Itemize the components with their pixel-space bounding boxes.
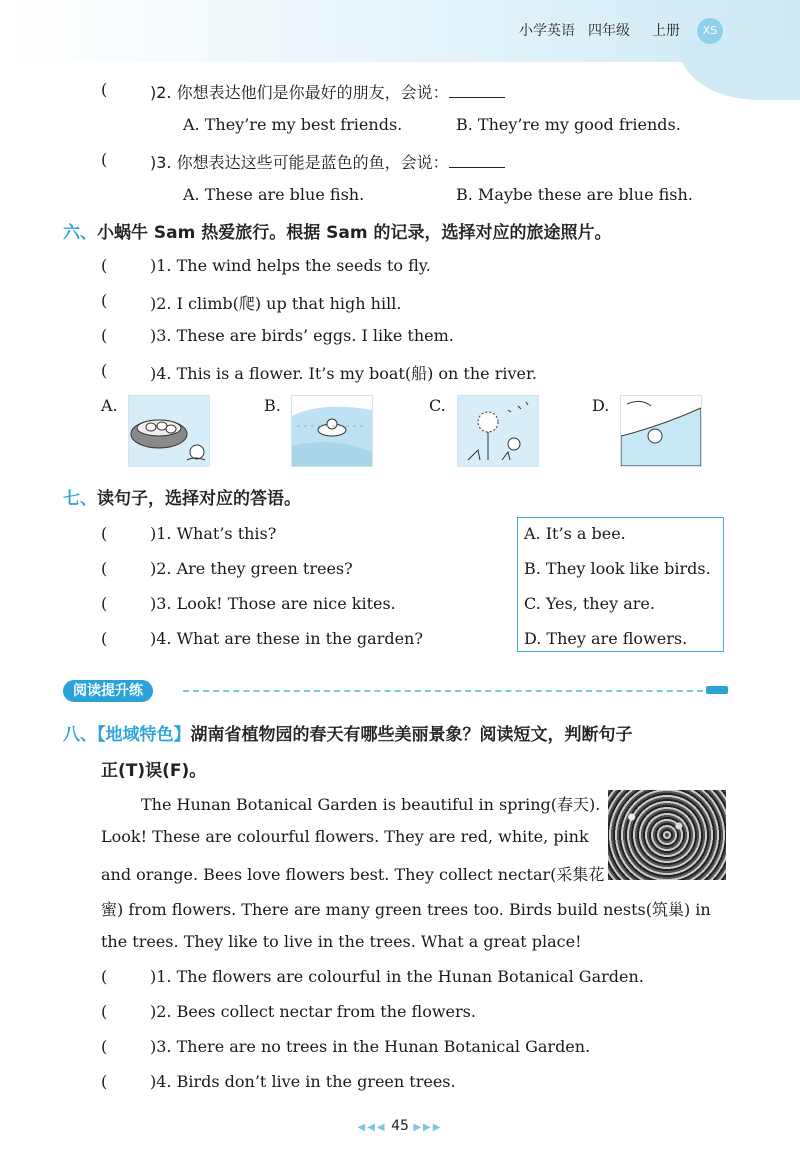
- question-text: 3. 你想表达这些可能是蓝色的鱼，会说：: [156, 153, 449, 172]
- answer-option-b: B. They look like birds.: [524, 559, 711, 578]
- right-arrows-icon: ▶▶▶: [413, 1122, 443, 1133]
- answer-paren[interactable]: (: [101, 1072, 108, 1091]
- passage-line-1: The Hunan Botanical Garden is beautiful in spring(春天).: [141, 795, 601, 814]
- answer-option-d: D. They are flowers.: [524, 629, 688, 648]
- question-6-1: )1. The wind helps the seeds to fly.: [150, 256, 431, 275]
- section-title-text: 读句子，选择对应的答语。: [97, 489, 301, 509]
- close-paren: ): [150, 83, 157, 102]
- picture-option-b-label: B.: [264, 396, 281, 415]
- close-paren: ): [150, 153, 157, 172]
- section-title-text: 小蜗牛 Sam 热爱旅行。根据 Sam 的记录，选择对应的旅途照片。: [97, 223, 612, 243]
- dandelion-icon: [457, 395, 539, 467]
- answer-paren[interactable]: (: [101, 1002, 108, 1021]
- answer-blank[interactable]: [449, 153, 505, 168]
- answer-paren[interactable]: (: [101, 291, 108, 310]
- nest-with-eggs-icon: [128, 395, 210, 467]
- picture-option-d-label: D.: [592, 396, 610, 415]
- answer-option-c: C. Yes, they are.: [524, 594, 655, 613]
- question-8-2: )2. Bees collect nectar from the flowers.: [150, 1002, 476, 1021]
- picture-option-c-label: C.: [429, 396, 446, 415]
- answer-paren[interactable]: (: [101, 594, 108, 613]
- reading-section-bar: [63, 680, 728, 702]
- pencil-icon: [706, 686, 728, 694]
- option-5-3-a: A. These are blue fish.: [183, 185, 365, 204]
- section-number: 七、: [63, 489, 97, 509]
- flower-boat-river-icon: [291, 395, 373, 467]
- question-7-2: )2. Are they green trees?: [150, 559, 353, 578]
- section-7-title: [63, 484, 301, 509]
- option-5-3-b: B. Maybe these are blue fish.: [456, 185, 693, 204]
- answer-option-a: A. It’s a bee.: [524, 524, 626, 543]
- passage-line-3: and orange. Bees love flowers best. They collect nectar(采集花: [101, 865, 605, 884]
- answer-paren[interactable]: (: [101, 1037, 108, 1056]
- section-tag: 【地域特色】: [97, 725, 191, 745]
- answer-paren[interactable]: (: [101, 967, 108, 986]
- question-5-3: [150, 150, 505, 173]
- answer-paren[interactable]: (: [101, 629, 108, 648]
- tulip-garden-photo: [608, 790, 726, 880]
- page-number: [0, 1118, 800, 1134]
- question-7-3: )3. Look! Those are nice kites.: [150, 594, 396, 613]
- answer-paren: (: [101, 80, 108, 99]
- section-8-title: [63, 720, 633, 745]
- answer-paren: (: [101, 150, 108, 169]
- question-8-4: )4. Birds don’t live in the green trees.: [150, 1072, 456, 1091]
- left-arrows-icon: ◀◀◀: [357, 1122, 387, 1133]
- question-7-1: )1. What’s this?: [150, 524, 277, 543]
- question-6-3: )3. These are birds’ eggs. I like them.: [150, 326, 454, 345]
- question-6-4: )4. This is a flower. It’s my boat(船) on the river.: [150, 364, 537, 383]
- header-volume: 上册: [652, 23, 680, 39]
- section-6-title: [63, 218, 612, 243]
- dashed-divider: [183, 690, 713, 692]
- answer-paren[interactable]: (: [101, 256, 108, 275]
- section-number: 六、: [63, 223, 97, 243]
- section-8-title-line2: 正(T)误(F)。: [101, 761, 207, 781]
- section-number: 八、: [63, 725, 97, 745]
- header-wave-decoration: [680, 40, 800, 100]
- question-8-3: )3. There are no trees in the Hunan Botanical Garden.: [150, 1037, 591, 1056]
- answer-blank[interactable]: [449, 83, 505, 98]
- question-text: 2. 你想表达他们是你最好的朋友，会说：: [156, 83, 449, 102]
- answer-paren[interactable]: (: [101, 559, 108, 578]
- header-grade: 四年级: [588, 23, 630, 39]
- passage-line-2: Look! These are colourful flowers. They are red, white, pink: [101, 827, 589, 846]
- answer-options-box: [517, 517, 724, 652]
- header-subject: 小学英语: [519, 23, 575, 39]
- question-6-2: )2. I climb(爬) up that high hill.: [150, 294, 402, 313]
- page-number-text: 45: [391, 1118, 409, 1134]
- section-title-text: 湖南省植物园的春天有哪些美丽景象？阅读短文，判断句子: [190, 725, 633, 745]
- passage-line-4: 蜜) from flowers. There are many green trees too. Birds build nests(筑巢) in: [101, 900, 711, 919]
- picture-option-a-label: A.: [101, 396, 118, 415]
- answer-paren[interactable]: (: [101, 326, 108, 345]
- option-5-2-a: A. They’re my best friends.: [183, 115, 403, 134]
- question-7-4: )4. What are these in the garden?: [150, 629, 423, 648]
- option-5-2-b: B. They’re my good friends.: [456, 115, 681, 134]
- question-8-1: )1. The flowers are colourful in the Hunan Botanical Garden.: [150, 967, 644, 986]
- question-5-2: [150, 80, 505, 103]
- answer-paren[interactable]: (: [101, 361, 108, 380]
- reading-tag: 阅读提升练: [63, 680, 153, 702]
- header-badge: XS: [697, 18, 723, 44]
- passage-line-5: the trees. They like to live in the trees. What a great place!: [101, 932, 582, 951]
- hill-snail-icon: [620, 395, 702, 467]
- answer-paren[interactable]: (: [101, 524, 108, 543]
